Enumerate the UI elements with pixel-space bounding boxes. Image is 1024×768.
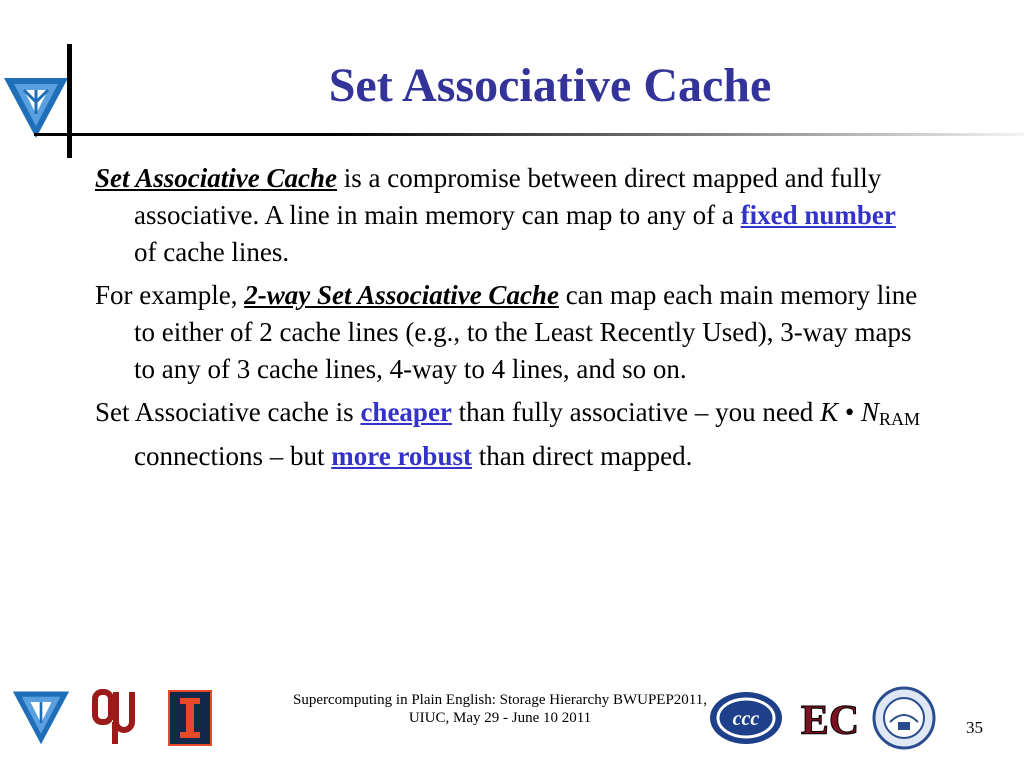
page-number: 35 <box>966 718 983 737</box>
term-set-associative-cache: Set Associative Cache <box>95 163 337 193</box>
footer-line-1: Supercomputing in Plain English: Storage Hierarchy BWUPEP2011, <box>293 692 707 708</box>
horizontal-rule <box>34 133 1024 136</box>
footer-line-2: UIUC, May 29 - June 10 2011 <box>408 710 592 726</box>
paragraph-example: For example, 2-way Set Associative Cache can map each main memory line to either of 2 cache lines (e.g., to the Least Recently Used), 3-way maps to any of 3 cache lines, 4-way to 4 lines, and so on. <box>95 280 918 384</box>
var-n: N <box>861 397 880 427</box>
oscer-logo <box>2 74 70 140</box>
slide-title: Set Associative Cache <box>328 59 772 112</box>
subscript-ram: RAM <box>879 409 921 429</box>
link-more-robust[interactable]: more robust <box>331 441 472 471</box>
var-k: K <box>820 397 839 427</box>
link-cheaper[interactable]: cheaper <box>360 397 452 427</box>
paragraph-definition: Set Associative Cache is a compromise between direct mapped and fully associative. A line in main memory can map to any of a fixed number of cache lines. <box>95 163 896 267</box>
hamilton-seal <box>872 686 936 750</box>
oscer-logo <box>8 688 74 746</box>
earlham-logo <box>800 688 860 748</box>
slide-body <box>95 160 925 481</box>
svg-text:ccc: ccc <box>732 708 760 730</box>
ou-logo <box>92 686 138 748</box>
term-2-way-cache: 2-way Set Associative Cache <box>244 280 559 310</box>
vertical-rule <box>67 44 72 158</box>
svg-text:EC: EC <box>800 698 860 744</box>
footer-text <box>200 691 800 727</box>
link-fixed-number[interactable]: fixed number <box>740 200 896 230</box>
paragraph-comparison: Set Associative cache is cheaper than fully associative – you need K • $N_{RAM}$ connections – but more robust than direct mapped. <box>95 397 921 471</box>
